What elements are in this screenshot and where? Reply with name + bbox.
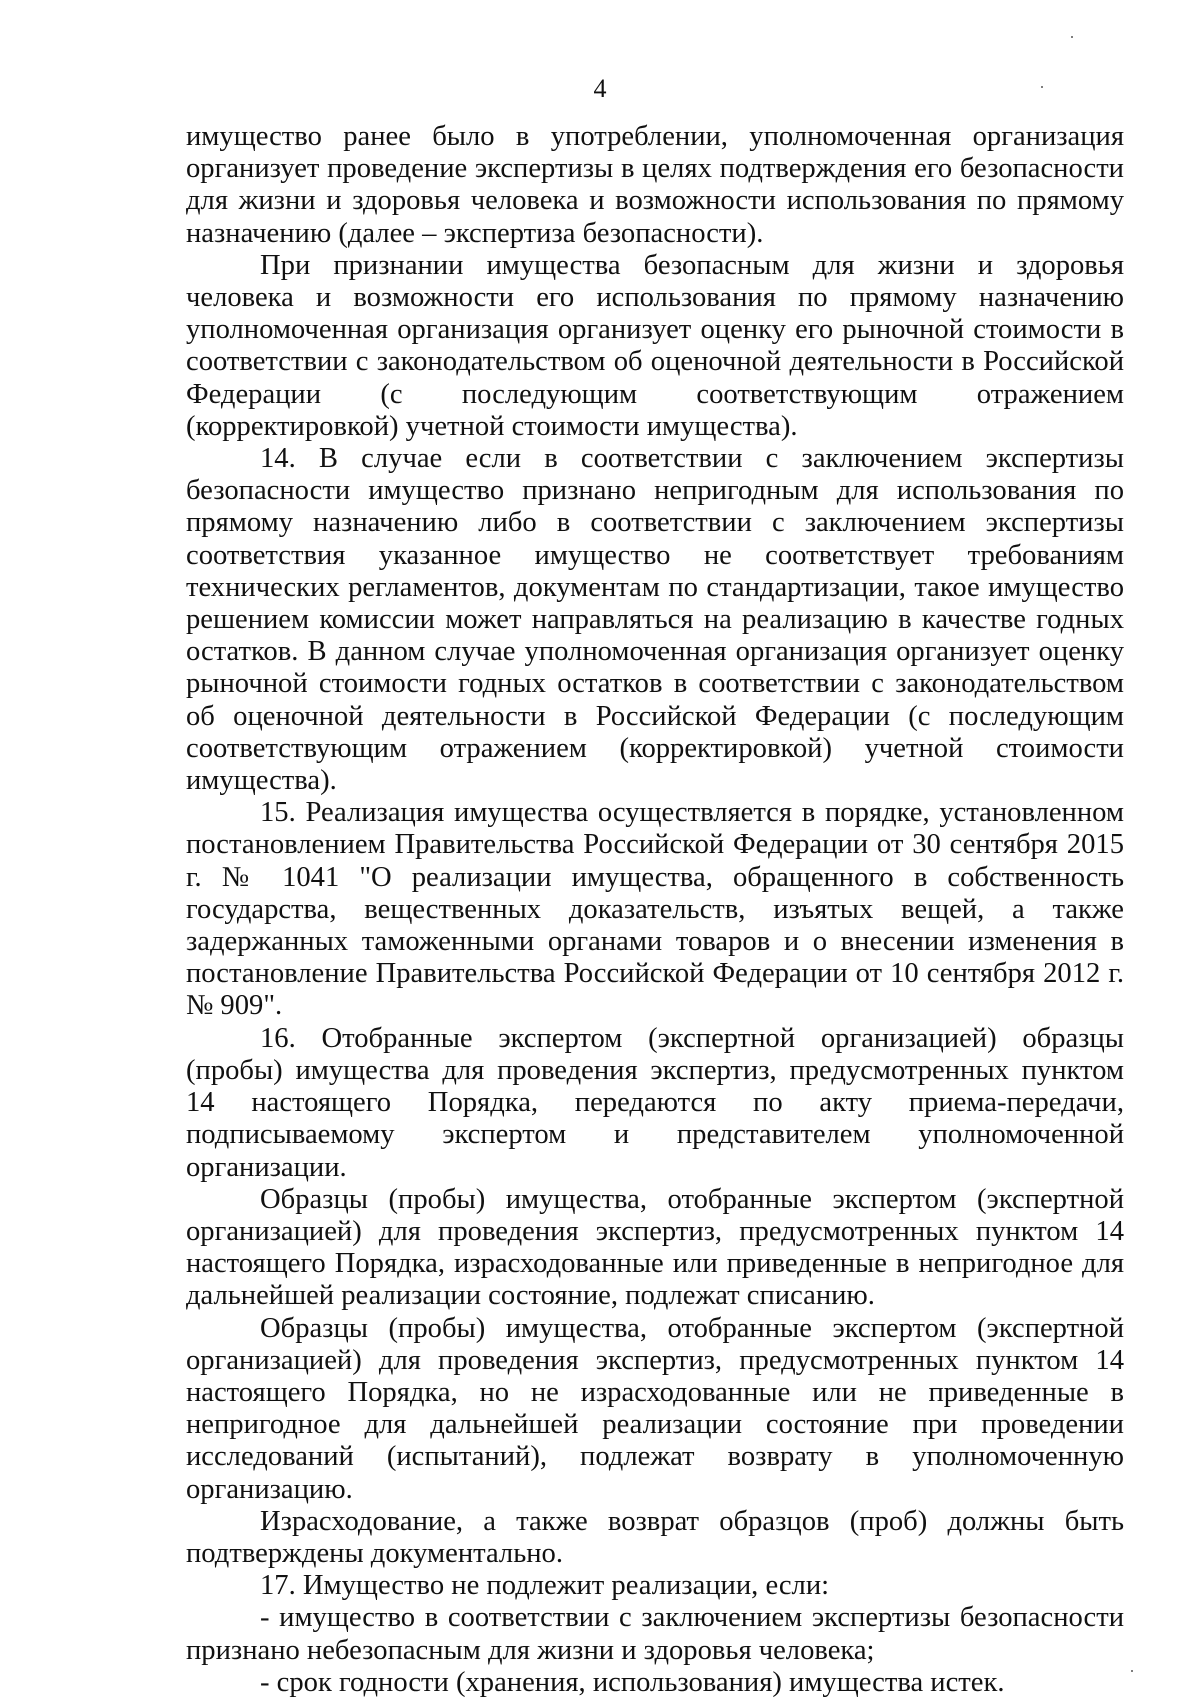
- list-item: - имущество в соответствии с заключением экспертизы безопасности признано небезопасным для жизни и здоровья человека;: [186, 1602, 1124, 1666]
- scan-dot: [1131, 1670, 1133, 1672]
- paragraph-clause-16: 16. Отобранные экспертом (экспертной организацией) образцы (пробы) имущества для проведения экспертиз, предусмотренных пунктом 14 настоящего Порядка, передаются по акту приема-передачи, подписываемому экспертом и представителем уполномоченной организации.: [186, 1022, 1124, 1183]
- paragraph: Образцы (пробы) имущества, отобранные экспертом (экспертной организацией) для проведения экспертиз, предусмотренных пунктом 14 настоящего Порядка, но не израсходованные или не приведенные в непригодное для дальнейшей реализации состояние при проведении исследований (испытаний), подлежат возврату в уполномоченную организацию.: [186, 1312, 1124, 1505]
- paragraph: При признании имущества безопасным для жизни и здоровья человека и возможности его использования по прямому назначению уполномоченная организация организует оценку его рыночной стоимости в соответствии с законодательством об оценочной деятельности в Российской Федерации (с последующим соответствующим отражением (корректировкой) учетной стоимости имущества).: [186, 249, 1124, 442]
- scan-dot: [1071, 36, 1073, 38]
- document-body: [186, 121, 1124, 1699]
- scan-dot: [1041, 86, 1043, 88]
- page-number: 4: [593, 74, 607, 103]
- paragraph: имущество ранее было в употреблении, уполномоченная организация организует проведение экспертизы в целях подтверждения его безопасности для жизни и здоровья человека и возможности использования по прямому назначению (далее – экспертиза безопасности).: [186, 121, 1124, 249]
- list-item: - срок годности (хранения, использования) имущества истек.: [260, 1666, 1005, 1698]
- paragraph: Образцы (пробы) имущества, отобранные экспертом (экспертной организацией) для проведения экспертиз, предусмотренных пунктом 14 настоящего Порядка, израсходованные или приведенные в непригодное для дальнейшей реализации состояние, подлежат списанию.: [186, 1183, 1124, 1312]
- paragraph: Израсходование, а также возврат образцов (проб) должны быть подтверждены документально.: [186, 1505, 1124, 1569]
- paragraph-clause-15: 15. Реализация имущества осуществляется в порядке, установленном постановлением Правительства Российской Федерации от 30 сентября 2015 г. № 1041 "О реализации имущества, обращенного в собственность государства, вещественных доказательств, изъятых вещей, а также задержанных таможенными органами товаров и о внесении изменения в постановление Правительства Российской Федерации от 10 сентября 2012 г. № 909".: [186, 797, 1124, 1022]
- paragraph-clause-17: 17. Имущество не подлежит реализации, если:: [260, 1570, 830, 1602]
- paragraph-clause-14: 14. В случае если в соответствии с заключением экспертизы безопасности имущество признано непригодным для использования по прямому назначению либо в соответствии с заключением экспертизы соответствия указанное имущество не соответствует требованиям технических регламентов, документам по стандартизации, такое имущество решением комиссии может направляться на реализацию в качестве годных остатков. В данном случае уполномоченная организация организует оценку рыночной стоимости годных остатков в соответствии с законодательством об оценочной деятельности в Российской Федерации (с последующим соответствующим отражением (корректировкой) учетной стоимости имущества).: [186, 443, 1124, 797]
